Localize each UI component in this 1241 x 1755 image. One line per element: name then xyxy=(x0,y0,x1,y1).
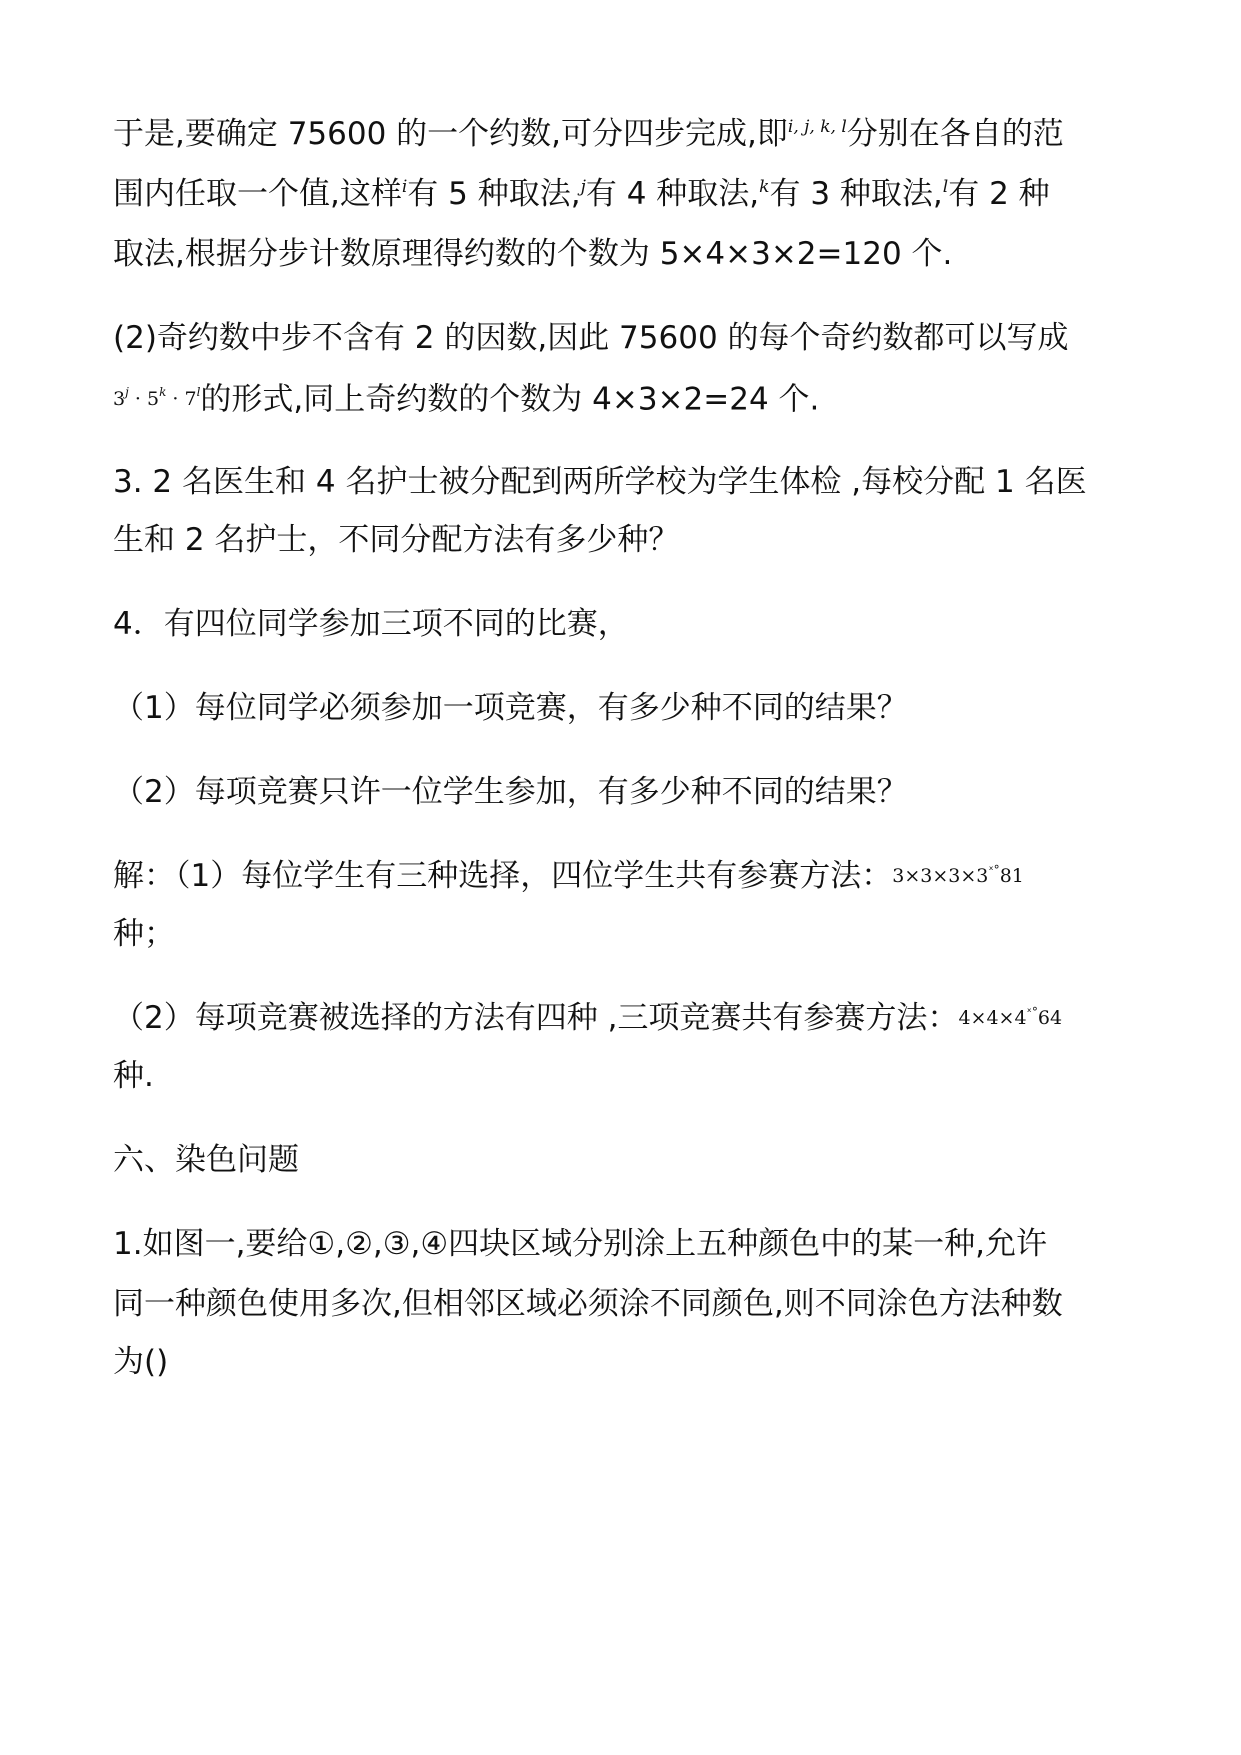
paragraph-line xyxy=(113,378,819,418)
paragraph-line: 取法,根据分步计数原理得约数的个数为 5×4×3×2=120 个. xyxy=(113,236,953,272)
math-variables: i, j, k, l xyxy=(787,117,847,137)
math-expression: 3×3×3×3 xyxy=(892,865,989,887)
paragraph-line: 同一种颜色使用多次,但相邻区域必须涂不同颜色,则不同涂色方法种数 xyxy=(113,1286,1063,1322)
equals-mark: ˣ° xyxy=(1026,1005,1038,1019)
math-result: 64 xyxy=(1037,1007,1063,1029)
text-run: 解：（1）每位学生有三种选择，四位学生共有参赛方法： xyxy=(113,858,893,894)
paragraph-line: (2)奇约数中步不含有 2 的因数,因此 75600 的每个奇约数都可以写成 xyxy=(113,320,1069,356)
paragraph-line: 1.如图一,要给①,②,③,④四块区域分别涂上五种颜色中的某一种,允许 xyxy=(113,1226,1048,1262)
paragraph-line: 生和 2 名护士，不同分配方法有多少种？ xyxy=(113,522,680,558)
paragraph-line: （1）每位同学必须参加一项竞赛，有多少种不同的结果？ xyxy=(113,690,908,726)
text-run: 的形式,同上奇约数的个数为 4×3×2=24 个. xyxy=(200,381,820,418)
text-run: 于是,要确定 75600 的一个约数,可分四步完成,即 xyxy=(113,116,788,152)
paragraph-line: 4．有四位同学参加三项不同的比赛， xyxy=(113,606,629,642)
text-run: 围内任取一个值,这样 xyxy=(113,176,402,212)
paragraph-line xyxy=(113,998,1062,1038)
text-run: 有 4 种取法, xyxy=(585,176,760,212)
text-run: 有 5 种取法, xyxy=(407,176,581,212)
section-heading: 六、染色问题 xyxy=(113,1142,299,1178)
math-variable: k xyxy=(759,177,770,197)
math-variable: i xyxy=(401,177,408,197)
paragraph-line: 3. 2 名医生和 4 名护士被分配到两所学校为学生体检 ,每校分配 1 名医 xyxy=(113,464,1087,500)
paragraph-line: 种. xyxy=(113,1058,154,1094)
paragraph-line: 种； xyxy=(113,916,175,952)
paragraph-line xyxy=(113,174,1050,214)
math-variable: l xyxy=(942,177,949,197)
paragraph-line: （2）每项竞赛只许一位学生参加，有多少种不同的结果？ xyxy=(113,774,908,810)
text-run: 有 3 种取法, xyxy=(769,176,943,212)
paragraph-line xyxy=(113,856,1024,896)
equals-mark: ˣ° xyxy=(988,863,1000,877)
text-run: 分别在各自的范 xyxy=(846,116,1064,152)
text-run: （2）每项竞赛被选择的方法有四种 ,三项竞赛共有参赛方法： xyxy=(113,1000,959,1036)
math-variable: j xyxy=(580,177,586,197)
paragraph-line xyxy=(113,114,1064,154)
text-run: 有 2 种 xyxy=(948,176,1050,212)
paragraph-line: 为() xyxy=(113,1344,169,1380)
math-result: 81 xyxy=(999,865,1024,887)
math-expression: 3$^j$ · 5$^k$ · 7$^l$ xyxy=(113,385,201,411)
math-expression: 4×4×4 xyxy=(958,1007,1027,1029)
